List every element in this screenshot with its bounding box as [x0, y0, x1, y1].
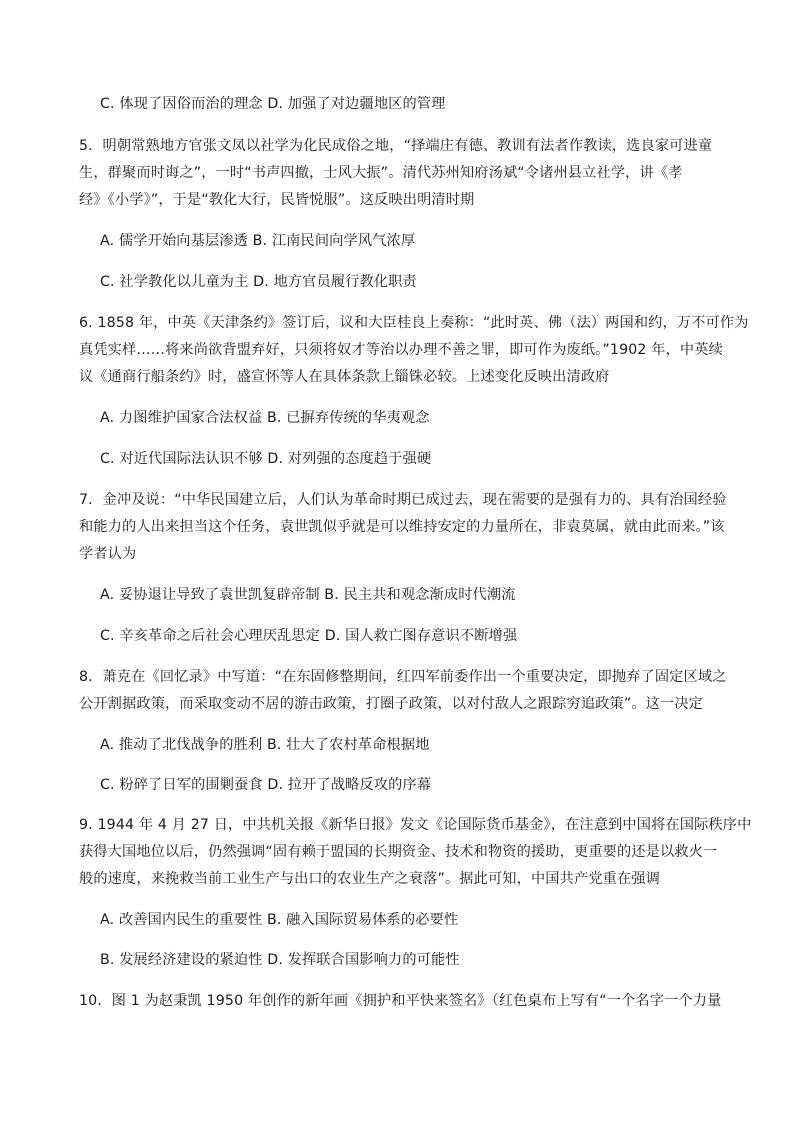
q6-stem-line-3: 议《通商行船条约》时，盛宣怀等人在具体条款上锱铢必较。上述变化反映出清政府 [79, 369, 610, 385]
q10-stem-line-1: 10．图 1 为赵秉凯 1950 年创作的新年画《拥护和平快来签名》（红色桌布上写有“一个名字一个力量 [79, 993, 722, 1009]
q9-option-ab: A. 改善国内民生的重要性 B. 融入国际贸易体系的必要性 [100, 912, 459, 928]
q5-stem-line-3: 经》《小学》”，于是“教化大行，民皆悦服”。这反映出明清时期 [79, 192, 475, 208]
q9-option-cd: B. 发展经济建设的紧迫性 D. 发挥联合国影响力的可能性 [100, 952, 460, 968]
q4-option-cd: C. 体现了因俗而治的理念 D. 加强了对边疆地区的管理 [100, 96, 446, 112]
q6-option-ab: A. 力图维护国家合法权益 B. 已摒弃传统的华夷观念 [100, 410, 430, 426]
q6-option-cd: C. 对近代国际法认识不够 D. 对列强的态度趋于强硬 [100, 451, 432, 467]
q5-option-cd: C. 社学教化以儿童为主 D. 地方官员履行教化职责 [100, 274, 417, 290]
q7-stem-line-2: 和能力的人出来担当这个任务，袁世凯似乎就是可以维持安定的力量所在，非袁莫属，就由此而来。”该 [79, 519, 725, 535]
q8-option-cd: C. 粉碎了日军的围剿蚕食 D. 拉开了战略反攻的序幕 [100, 777, 432, 793]
q5-option-ab: A. 儒学开始向基层渗透 B. 江南民间向学风气浓厚 [100, 233, 416, 249]
q9-stem-line-2: 获得大国地位以后，仍然强调“固有赖于盟国的长期资金、技术和物资的援助，更重要的还是以救火一 [79, 844, 718, 860]
q6-stem-line-2: 真凭实样……将来尚欲背盟弃好，只须将奴才等治以办理不善之罪，即可作为废纸。”1902 年，中英续 [79, 342, 723, 358]
q9-stem-line-3: 般的速度，来挽救当前工业生产与出口的农业生产之衰落”。据此可知，中国共产党重在强调 [79, 871, 661, 887]
q8-option-ab: A. 推动了北伐战争的胜利 B. 壮大了农村革命根据地 [100, 737, 430, 753]
q5-stem-line-2: 生，群聚而时诲之”，一时“书声四撤，士风大振”。清代苏州知府汤斌“令诸州县立社学，讲《孝 [79, 165, 683, 181]
q8-stem-line-1: 8．萧克在《回忆录》中写道：“在东固修整期间，红四军前委作出一个重要决定，即抛弃了固定区域之 [79, 669, 727, 685]
q7-stem-line-1: 7．金冲及说：“中华民国建立后，人们认为革命时期已成过去，现在需要的是强有力的、具有治国经验 [79, 492, 727, 508]
q9-stem-line-1: 9. 1944 年 4 月 27 日，中共机关报《新华日报》发文《论国际货币基金》，在注意到中国将在国际秩序中 [79, 817, 752, 833]
q7-option-ab: A. 妥协退让导致了袁世凯复辟帝制 B. 民主共和观念渐成时代潮流 [100, 587, 516, 603]
q5-stem-line-1: 5．明朝常熟地方官张文凤以社学为化民成俗之地，“择端庄有德、教训有法者作教读，选良家可进童 [79, 138, 713, 154]
q8-stem-line-2: 公开割据政策，而采取变动不居的游击政策，打圈子政策，以对付敌人之跟踪穷追政策”。这一决定 [79, 696, 704, 712]
q7-stem-line-3: 学者认为 [79, 546, 137, 562]
q7-option-cd: C. 辛亥革命之后社会心理厌乱思定 D. 国人救亡图存意识不断增强 [100, 628, 518, 644]
q6-stem-line-1: 6. 1858 年，中英《天津条约》签订后，议和大臣桂良上奏称：“此时英、佛（法）两国和约，万不可作为 [79, 315, 749, 331]
